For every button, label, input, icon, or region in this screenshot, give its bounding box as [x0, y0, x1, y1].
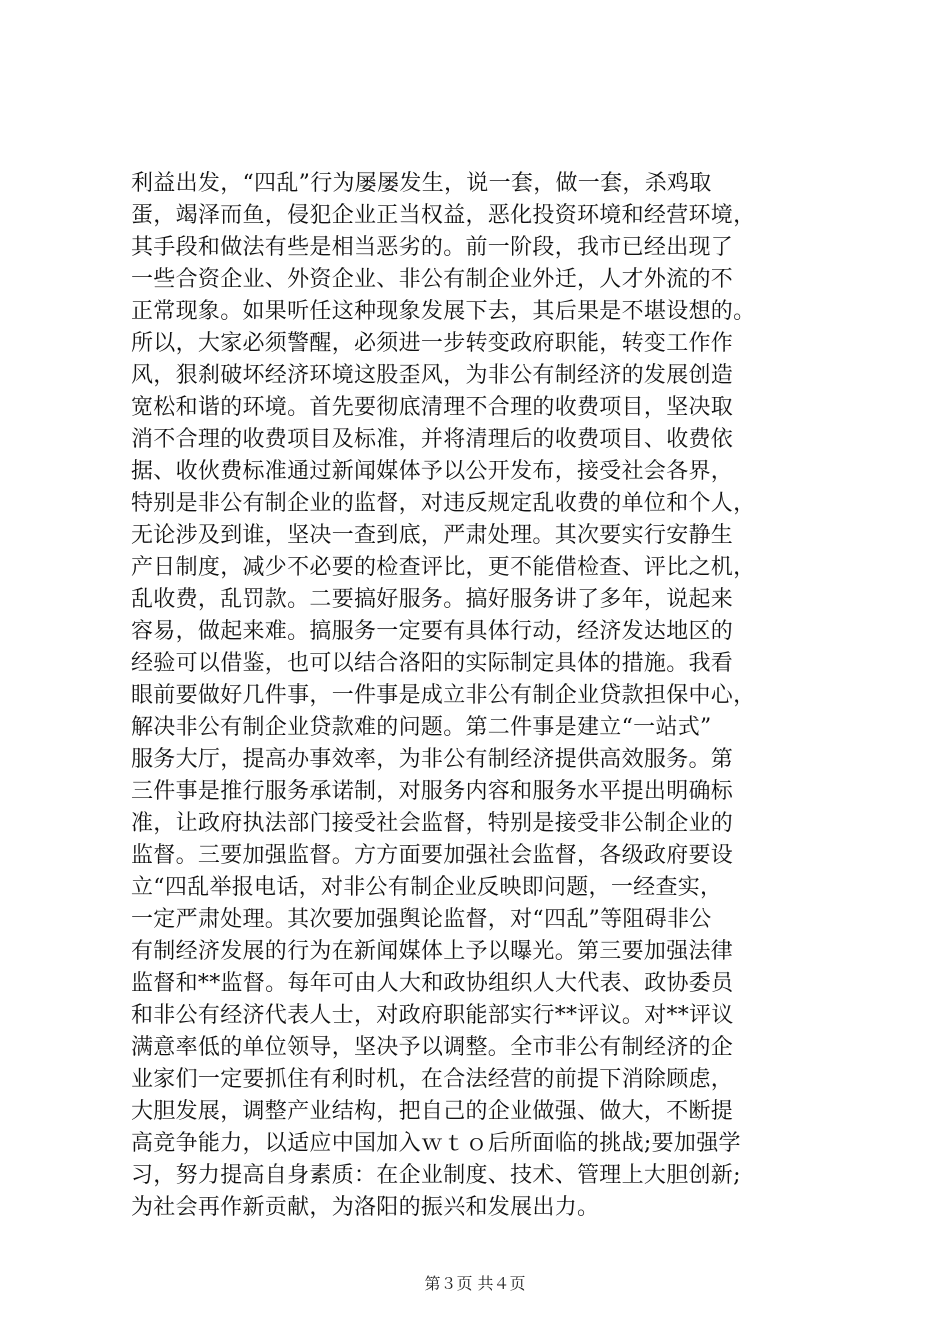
text-line: 其手段和做法有些是相当恶劣的。前一阶段，我市已经出现了: [131, 235, 734, 260]
text-line: 容易，做起来难。搞服务一定要有具体行动，经济发达地区的: [131, 619, 734, 644]
text-line: 经验可以借鉴，也可以结合洛阳的实际制定具体的措施。我看: [131, 651, 734, 676]
text-line: 业家们一定要抓住有利时机，在合法经营的前提下消除顾虑，: [131, 1067, 734, 1092]
text-line: 乱收费，乱罚款。二要搞好服务。搞好服务讲了多年，说起来: [131, 587, 734, 612]
text-line: 高竞争能力，以适应中国加入ｗｔｏ后所面临的挑战;要加强学: [131, 1131, 741, 1156]
text-line: 有制经济发展的行为在新闻媒体上予以曝光。第三要加强法律: [131, 939, 734, 964]
text-line: 解决非公有制企业贷款难的问题。第二件事是建立“一站式”: [131, 715, 712, 740]
text-line: 习，努力提高自身素质：在企业制度、技术、管理上大胆创新;: [131, 1163, 741, 1188]
text-line: 监督和**监督。每年可由人大和政协组织人大代表、政协委员: [131, 971, 734, 996]
text-line: 所以，大家必须警醒，必须进一步转变政府职能，转变工作作: [131, 331, 734, 356]
text-line: 服务大厅，提高办事效率，为非公有制经济提供高效服务。第: [131, 747, 734, 772]
text-line: 风，狠刹破坏经济环境这股歪风，为非公有制经济的发展创造: [131, 363, 734, 388]
text-line: 据、收伙费标准通过新闻媒体予以公开发布，接受社会各界，: [131, 459, 734, 484]
text-line: 正常现象。如果听任这种现象发展下去，其后果是不堪设想的。: [131, 299, 756, 324]
text-line: 消不合理的收费项目及标准，并将清理后的收费项目、收费依: [131, 427, 734, 452]
text-line: 监督。三要加强监督。方方面要加强社会监督，各级政府要设: [131, 843, 734, 868]
body-text: [131, 168, 831, 1224]
text-line: 一定严肃处理。其次要加强舆论监督，对“四乱”等阻碍非公: [131, 907, 712, 932]
text-line: 眼前要做好几件事，一件事是成立非公有制企业贷款担保中心，: [131, 683, 756, 708]
page-footer: [0, 1271, 950, 1294]
text-line: 三件事是推行服务承诺制，对服务内容和服务水平提出明确标: [131, 779, 734, 804]
text-line: 利益出发，“四乱”行为屡屡发生，说一套，做一套，杀鸡取: [131, 171, 712, 196]
text-line: 宽松和谐的环境。首先要彻底清理不合理的收费项目，坚决取: [131, 395, 734, 420]
text-line: 特别是非公有制企业的监督，对违反规定乱收费的单位和个人，: [131, 491, 756, 516]
text-line: 大胆发展，调整产业结构，把自己的企业做强、做大，不断提: [131, 1099, 734, 1124]
text-line: 满意率低的单位领导，坚决予以调整。全市非公有制经济的企: [131, 1035, 734, 1060]
text-line: 产日制度，减少不必要的检查评比，更不能借检查、评比之机，: [131, 555, 756, 580]
text-line: 为社会再作新贡献，为洛阳的振兴和发展出力。: [131, 1195, 600, 1220]
text-line: 一些合资企业、外资企业、非公有制企业外迁，人才外流的不: [131, 267, 734, 292]
text-line: 和非公有经济代表人士，对政府职能部实行**评议。对**评议: [131, 1003, 734, 1028]
page-number-label: 第３页 共４页: [424, 1274, 526, 1293]
text-line: 立“四乱举报电话，对非公有制企业反映即问题，一经查实，: [131, 875, 723, 900]
text-line: 蛋，竭泽而鱼，侵犯企业正当权益，恶化投资环境和经营环境，: [131, 203, 756, 228]
text-line: 准，让政府执法部门接受社会监督，特别是接受非公制企业的: [131, 811, 734, 836]
text-line: 无论涉及到谁，坚决一查到底，严肃处理。其次要实行安静生: [131, 523, 734, 548]
